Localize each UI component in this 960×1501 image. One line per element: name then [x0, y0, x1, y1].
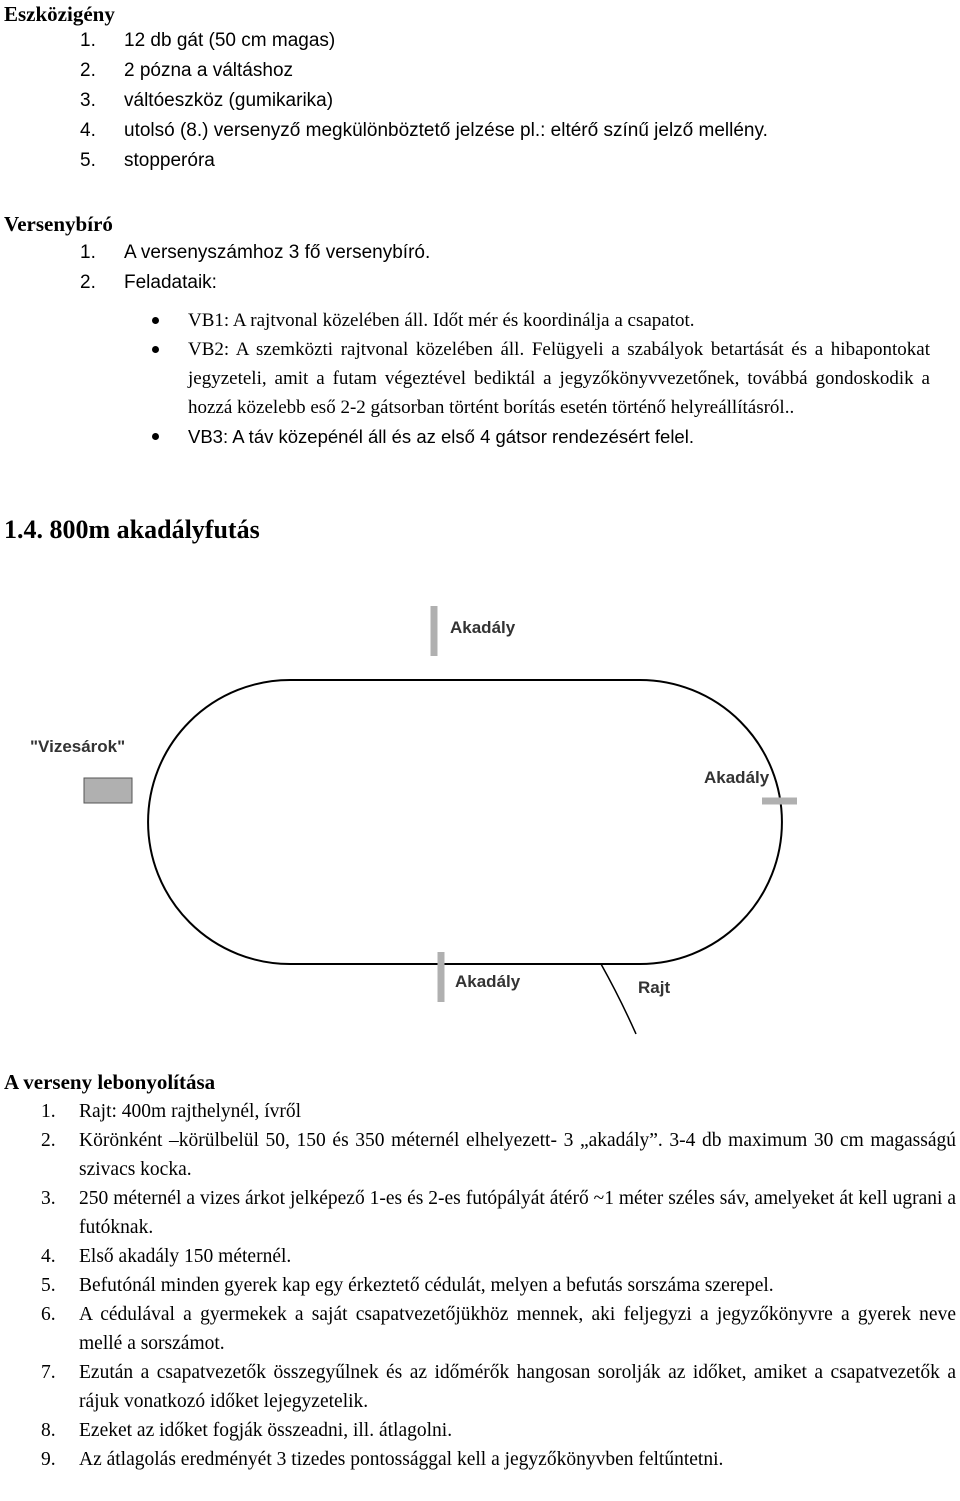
item-text: Rajt: 400m rajthelynél, ívről — [79, 1101, 302, 1122]
item-number: 4. — [41, 1246, 56, 1267]
item-text: Körönként –körülbelül 50, 150 és 350 méternél elhelyezett- 3 „akadály”. 3-4 db maximum 30 cm magasságú szivacs kocka. — [79, 1130, 956, 1180]
list-item — [80, 146, 768, 176]
list-item — [4, 1097, 956, 1126]
list-item — [150, 335, 930, 422]
item-number: 3. — [41, 1188, 56, 1209]
item-text: 2 pózna a váltáshoz — [124, 60, 294, 81]
list-item — [4, 1445, 956, 1474]
item-number: 8. — [41, 1420, 56, 1441]
duty-text: VB1: A rajtvonal közelében áll. Időt mér és koordinálja a csapatot. — [188, 310, 695, 331]
item-text: A versenyszámhoz 3 fő versenybíró. — [124, 242, 431, 263]
list-item — [80, 116, 768, 146]
item-number: 1. — [80, 242, 96, 263]
item-number: 5. — [80, 150, 96, 171]
item-text: 250 méternél a vizes árkot jelképező 1-es és 2-es futópályát átérő ~1 méter széles sáv, amelyeket át kell ugrani a futóknak. — [79, 1188, 956, 1238]
list-item — [80, 26, 768, 56]
list-item — [150, 422, 930, 451]
list-item — [150, 306, 930, 335]
item-number: 7. — [41, 1362, 56, 1383]
water-ditch-label: "Vizesárok" — [30, 737, 126, 756]
item-text: Befutónál minden gyerek kap egy érkeztető cédulát, melyen a befutás sorszáma szerepel. — [79, 1275, 774, 1296]
obstacle-right-label: Akadály — [704, 768, 770, 787]
equipment-list — [80, 26, 768, 176]
list-item — [4, 1300, 956, 1358]
list-item — [4, 1126, 956, 1184]
item-text: Ezután a csapatvezetők összegyűlnek és az időmérők hangosan sorolják az időket, amiket a csapatvezetők a rájuk vonatkozó időket lejegyzetelik. — [79, 1362, 956, 1412]
track-outline — [148, 680, 782, 964]
item-number: 6. — [41, 1304, 56, 1325]
list-item — [4, 1416, 956, 1445]
bullet-icon — [152, 317, 159, 324]
judge-list — [80, 238, 430, 298]
race-heading: A verseny lebonyolítása — [4, 1070, 216, 1094]
list-item — [4, 1271, 956, 1300]
equipment-heading: Eszközigény — [4, 2, 115, 26]
item-number: 9. — [41, 1449, 56, 1470]
item-text: Az átlagolás eredményét 3 tizedes pontossággal kell a jegyzőkönyvben feltűntetni. — [79, 1449, 724, 1470]
section-title: 1.4. 800m akadályfutás — [4, 515, 260, 544]
obstacle-bottom-label: Akadály — [455, 972, 521, 991]
item-number: 2. — [80, 272, 96, 293]
track-diagram — [0, 590, 960, 1050]
start-line — [601, 964, 636, 1034]
judge-duties-list — [150, 306, 930, 451]
list-item — [80, 238, 430, 268]
start-label: Rajt — [638, 978, 671, 997]
bullet-icon — [152, 346, 159, 353]
list-item — [4, 1358, 956, 1416]
item-number: 1. — [80, 30, 96, 51]
water-ditch-marker — [84, 778, 132, 803]
item-text: váltóeszköz (gumikarika) — [124, 90, 334, 111]
item-text: stopperóra — [124, 150, 215, 171]
race-steps-list — [4, 1097, 956, 1474]
judge-heading: Versenybíró — [4, 212, 113, 236]
list-item — [80, 86, 768, 116]
item-text: A cédulával a gyermekek a saját csapatvezetőjükhöz mennek, aki feljegyzi a jegyzőkönyvre a gyerek neve mellé a sorszámot. — [79, 1304, 956, 1354]
bullet-icon — [152, 433, 159, 440]
item-text: 12 db gát (50 cm magas) — [124, 30, 336, 51]
obstacle-top-label: Akadály — [450, 618, 516, 637]
list-item — [80, 268, 430, 298]
list-item — [4, 1242, 956, 1271]
item-number: 2. — [41, 1130, 56, 1151]
item-number: 3. — [80, 90, 96, 111]
duty-text: VB3: A táv közepénél áll és az első 4 gátsor rendezésért felel. — [188, 426, 694, 447]
item-text: Első akadály 150 méternél. — [79, 1246, 292, 1267]
item-number: 1. — [41, 1101, 56, 1122]
item-number: 4. — [80, 120, 96, 141]
item-text: Feladataik: — [124, 272, 217, 293]
item-number: 5. — [41, 1275, 56, 1296]
list-item — [4, 1184, 956, 1242]
item-number: 2. — [80, 60, 96, 81]
list-item — [80, 56, 768, 86]
item-text: Ezeket az időket fogják összeadni, ill. átlagolni. — [79, 1420, 453, 1441]
duty-text: VB2: A szemközti rajtvonal közelében áll. Felügyeli a szabályok betartását és a hibapontokat jegyzeteli, amit a futam végeztével bediktál a jegyzőkönyvvezetőnek, továbbá gondoskodik a hozzá közelebb eső 2-2 gátsorban történt borítás esetén történő helyreállításról.. — [188, 339, 930, 418]
item-text: utolsó (8.) versenyző megkülönböztető jelzése pl.: eltérő színű jelző mellény. — [124, 120, 768, 141]
